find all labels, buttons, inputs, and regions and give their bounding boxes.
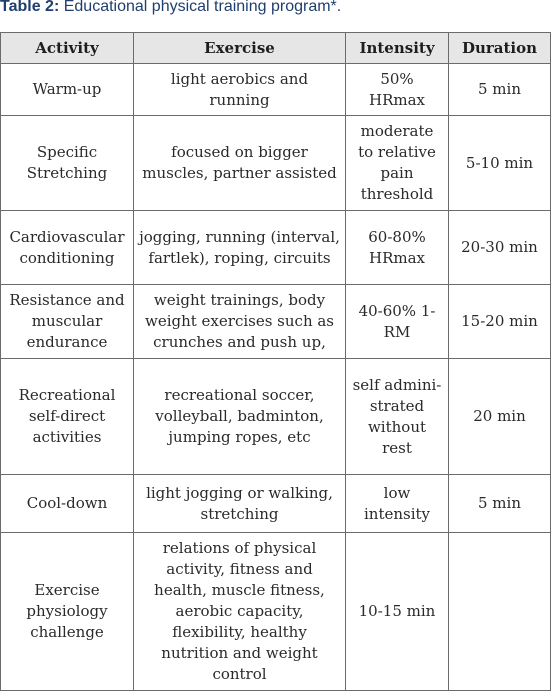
- cell-exercise: light aerobics and running: [134, 64, 346, 116]
- cell-exercise: jogging, running (interval, fartlek), roping, circuits: [134, 211, 346, 285]
- cell-intensity: 60-80% HRmax: [346, 211, 449, 285]
- table-row: [1, 475, 551, 533]
- cell-intensity: low intensity: [346, 475, 449, 533]
- table-row: [1, 116, 551, 211]
- cell-duration: 15-20 min: [449, 285, 551, 359]
- cell-activity: Cool-down: [1, 475, 134, 533]
- table-header-row: [1, 33, 551, 64]
- cell-duration: 20 min: [449, 359, 551, 475]
- cell-intensity: moderate to relative pain threshold: [346, 116, 449, 211]
- table-row: [1, 285, 551, 359]
- table-caption-label: Table 2:: [0, 0, 60, 15]
- cell-exercise: weight trainings, body weight exercises such as crunches and push up,: [134, 285, 346, 359]
- header-activity: Activity: [1, 33, 134, 64]
- cell-duration: 5 min: [449, 475, 551, 533]
- cell-duration: 5 min: [449, 64, 551, 116]
- table-row: [1, 64, 551, 116]
- cell-intensity: 40-60% 1-RM: [346, 285, 449, 359]
- cell-activity: Warm-up: [1, 64, 134, 116]
- table-row: [1, 211, 551, 285]
- cell-exercise: focused on bigger muscles, partner assisted: [134, 116, 346, 211]
- training-program-table: [0, 32, 551, 691]
- header-intensity: Intensity: [346, 33, 449, 64]
- cell-exercise: relations of physical activity, fitness and health, muscle fitness, aerobic capacity, flexibility, healthy nutrition and weight control: [134, 533, 346, 691]
- header-exercise: Exercise: [134, 33, 346, 64]
- cell-activity: Exercise physiology challenge: [1, 533, 134, 691]
- cell-duration: 5-10 min: [449, 116, 551, 211]
- cell-duration: [449, 533, 551, 691]
- cell-exercise: recreational soccer, volleyball, badminton, jumping ropes, etc: [134, 359, 346, 475]
- cell-activity: Specific Stretching: [1, 116, 134, 211]
- cell-activity: Recreational self-direct activities: [1, 359, 134, 475]
- header-duration: Duration: [449, 33, 551, 64]
- cell-intensity: 50% HRmax: [346, 64, 449, 116]
- table-caption: [0, 0, 551, 20]
- cell-duration: 20-30 min: [449, 211, 551, 285]
- cell-activity: Resistance and muscular endurance: [1, 285, 134, 359]
- table-row: [1, 359, 551, 475]
- cell-intensity: 10-15 min: [346, 533, 449, 691]
- table-caption-text: Educational physical training program*.: [59, 0, 342, 15]
- cell-activity: Cardiovascular conditioning: [1, 211, 134, 285]
- cell-exercise: light jogging or walking, stretching: [134, 475, 346, 533]
- table-row: [1, 533, 551, 691]
- cell-intensity: self admini-strated without rest: [346, 359, 449, 475]
